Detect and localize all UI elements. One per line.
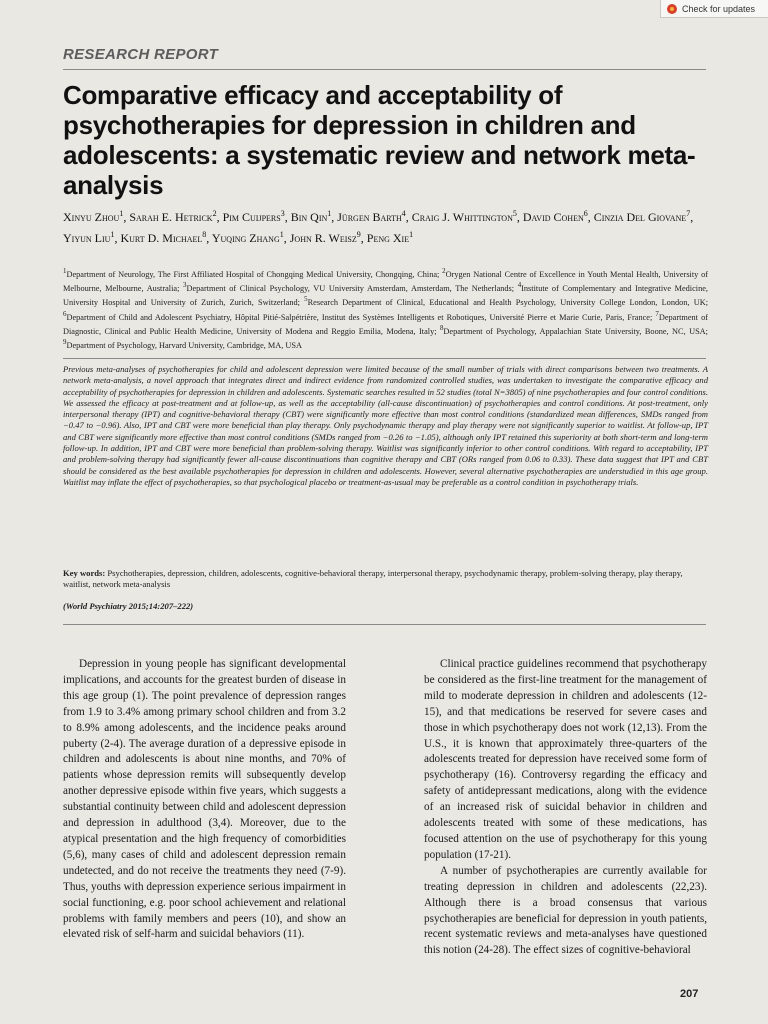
author-affiliation-mark: 2 <box>212 209 217 218</box>
author-name: David Cohen <box>522 210 584 224</box>
author-name: John R. Weisz <box>289 231 357 245</box>
author-affiliation-mark: 1 <box>119 209 124 218</box>
body-divider <box>63 624 706 625</box>
affiliation-text: Department of Psychology, Harvard University, Cambridge, MA, USA <box>66 340 303 350</box>
top-divider <box>63 69 706 70</box>
author <box>212 231 290 245</box>
keywords-text: Psychotherapies, depression, children, adolescents, cognitive-behavioral therapy, interpersonal therapy, psychodynamic therapy, problem-solving therapy, play therapy, waitlist, network meta-analysis <box>63 568 683 590</box>
author <box>523 210 594 224</box>
affiliation-text: Orygen National Centre of Excellence in Youth Mental Health, University of Melbourne, Melbourne, Australia; <box>63 269 708 293</box>
author-separator: , <box>587 210 594 224</box>
section-label: RESEARCH REPORT <box>63 46 219 63</box>
author-separator: , <box>206 231 212 245</box>
author <box>290 231 367 245</box>
author-name: Bin Qin <box>290 210 328 224</box>
author-separator: , <box>516 210 523 224</box>
affiliation-text: Department of Psychology, Appalachian State University, Boone, NC, USA; <box>443 326 708 336</box>
author-affiliation-mark: 8 <box>202 230 207 239</box>
author-separator: , <box>405 210 412 224</box>
affiliation-number: 1 <box>63 268 67 275</box>
keywords-label: Key words: <box>63 568 106 578</box>
author-separator: , <box>284 210 291 224</box>
author-name: Sarah E. Hetrick <box>129 210 213 224</box>
author <box>129 210 222 224</box>
author-name: Xinyu Zhou <box>63 210 120 224</box>
author-affiliation-mark: 7 <box>686 209 691 218</box>
affiliation-number: 5 <box>304 296 308 304</box>
body-paragraph: A number of psychotherapies are currently available for treating depression in children and adolescents (22,23). Although there is a broad consensus that various psychotherapies are beneficial for depression in youth patients, recent systematic reviews and meta-analyses have questioned this notion (24-28). The effect sizes of cognitive-behavioral <box>424 864 707 957</box>
page-number: 207 <box>680 988 699 1000</box>
author <box>120 231 211 245</box>
author <box>594 210 694 224</box>
author-name: Kurt D. Michael <box>120 231 203 245</box>
affiliation-text: Institute of Complementary and Integrative Medicine, University Hospital and University of Zurich, Zurich, Switzerland; <box>63 283 708 308</box>
author <box>291 210 338 224</box>
affiliations <box>63 266 708 351</box>
affiliation-text: Research Department of Clinical, Educational and Health Psychology, University College London, London, UK; <box>307 298 708 308</box>
author <box>367 231 413 245</box>
author-name: Peng Xie <box>366 231 410 245</box>
check-for-updates-label: Check for updates <box>682 3 756 14</box>
body-column-left <box>63 657 346 943</box>
body-column-right <box>424 657 707 959</box>
affiliation-number: 6 <box>63 310 67 318</box>
affiliation-text: Department of Diagnostic, Clinical and Public Health Medicine, University of Modena and Reggio Emilia, Modena, Italy; <box>63 312 708 336</box>
check-for-updates-badge[interactable] <box>660 0 768 18</box>
author <box>412 210 523 224</box>
author-affiliation-mark: 1 <box>279 230 284 239</box>
abstract: Previous meta-analyses of psychotherapies for child and adolescent depression were limited because of the small number of trials with direct comparisons between two treatments. A network meta-analysis, a novel approach that integrates direct and indirect evidence from randomized controlled studies, was undertaken to investigate the comparative efficacy and acceptability of psychotherapies for depression in children and adolescents. Systematic searches resulted in 52 studies (total N=3805) of nine psychotherapies and four control conditions. We assessed the efficacy at post-treatment and at follow-up, as well as the acceptability (all-cause discontinuation) of psychotherapies and control conditions. At post-treatment, only interpersonal therapy (IPT) and cognitive-behavioral therapy (CBT) were significantly more effective than most control conditions (standardized mean differences, SMDs ranged from −0.47 to −0.96). Also, IPT and CBT were more beneficial than play therapy. Only psychodynamic therapy and play therapy were not significantly superior to waitlist. At follow-up, IPT and CBT were significantly more effective than most control conditions (SMDs ranged from −0.26 to −1.05), although only IPT retained this superiority at both short-term and long-term follow-up. In addition, IPT and CBT were more beneficial than problem-solving therapy. Waitlist was significantly inferior to other control conditions. With regard to acceptability, IPT and problem-solving therapy had significantly fewer all-cause discontinuations than cognitive therapy and CBT (ORs ranged from 0.06 to 0.33). These data suggest that IPT and CBT should be considered as the best available psychotherapies for depression in children and adolescents. However, several alternative psychotherapies are understudied in this age group. Waitlist may inflate the effect of psychotherapies, so that psychological placebo or treatment-as-usual may be preferable as a control condition in psychotherapy trials. <box>63 364 708 487</box>
author-name: Pim Cuijpers <box>222 210 281 224</box>
author <box>337 210 412 224</box>
author-separator: , <box>283 231 290 245</box>
author-separator: , <box>123 210 130 224</box>
keywords <box>63 568 708 591</box>
article-title: Comparative efficacy and acceptability of psychotherapies for depression in children and adolescents: a systematic review and network meta-analysis <box>63 80 696 200</box>
affiliation-number: 9 <box>63 338 67 346</box>
author-affiliation-mark: 1 <box>327 209 332 218</box>
author-name: Jürgen Barth <box>337 210 402 224</box>
affiliation-text: Department of Neurology, The First Affiliated Hospital of Chongqing Medical University, Chongqing, China; <box>66 269 443 279</box>
body-paragraph: Depression in young people has significant developmental implications, and accounts for the greatest burden of disease in this age group (1). The point prevalence of depression ranges from 1.9 to 3.4% among primary school children and from 3.2 to 8.9% among adolescents, and the incidence peaks around puberty (2-4). The average duration of a depressive episode in children and adolescents is about nine months, and 70% of patients whose depression remits will subsequently develop another depressive episode within five years, which suggests a substantial continuity between child and adolescent depression and depression in adulthood (3,4). Moreover, due to the atypical presentation and the high frequency of comorbidities (5,6), many cases of child and adolescent depression remain undetected, and do not receive the treatments they need (7-9). Thus, youths with depression experience serious impairment in social functioning, e.g. poor school achievement and relational problems with family members and peers (10), and show an elevated risk of self-harm and suicidal behaviors (11). <box>63 658 346 941</box>
author-affiliation-mark: 4 <box>401 209 406 218</box>
journal-citation: (World Psychiatry 2015;14:207–222) <box>63 601 194 611</box>
author-name: Craig J. Whittington <box>411 210 513 224</box>
author-separator: , <box>331 210 338 224</box>
crossmark-icon <box>667 4 677 14</box>
author-name: Cinzia Del Giovane <box>593 210 687 224</box>
author-affiliation-mark: 6 <box>583 209 588 218</box>
affiliation-number: 8 <box>439 324 444 332</box>
author-affiliation-mark: 1 <box>409 230 414 239</box>
abstract-divider <box>63 358 706 359</box>
author-separator: , <box>360 231 367 245</box>
author-affiliation-mark: 3 <box>280 209 285 218</box>
author <box>63 210 129 224</box>
affiliation-number: 7 <box>655 310 659 318</box>
author-affiliation-mark: 1 <box>110 230 115 239</box>
author-affiliation-mark: 9 <box>356 230 361 239</box>
author <box>63 231 120 245</box>
author-list <box>63 205 723 247</box>
affiliation-number: 2 <box>442 268 446 275</box>
body-paragraph: Clinical practice guidelines recommend that psychotherapy be considered as the first-line treatment for the management of mild to moderate depression in children and adolescents (12-15), and that medications be reserved for severe cases and those in which psychotherapy does not work (12,13). From the U.S., it is known that approximately three-quarters of the adolescents treated for depression have received some form of psychotherapy (16). Controversy regarding the efficacy and safety of antidepressant medications, along with the evidence of an increased risk of suicidal behavior in children and adolescents treated with some of these medications, has focused attention on the use of psychotherapy for this young population (17-21). <box>424 658 707 861</box>
author-separator: , <box>114 231 121 245</box>
author-separator: , <box>216 210 223 224</box>
author <box>223 210 291 224</box>
affiliation-text: Department of Clinical Psychology, VU University Amsterdam, Amsterdam, The Netherlands; <box>186 283 518 293</box>
author-affiliation-mark: 5 <box>512 209 517 218</box>
author-name: Yiyun Liu <box>63 231 111 245</box>
affiliation-number: 4 <box>517 282 522 290</box>
author-separator: , <box>690 210 694 224</box>
affiliation-text: Department of Child and Adolescent Psychiatry, Hôpital Pitié-Salpétrière, Institut des Systèmes Intelligents et Robotiques, Université Pierre et Marie Curie, Paris, France; <box>66 312 656 322</box>
affiliation-number: 3 <box>183 282 187 290</box>
author-name: Yuqing Zhang <box>211 231 280 245</box>
